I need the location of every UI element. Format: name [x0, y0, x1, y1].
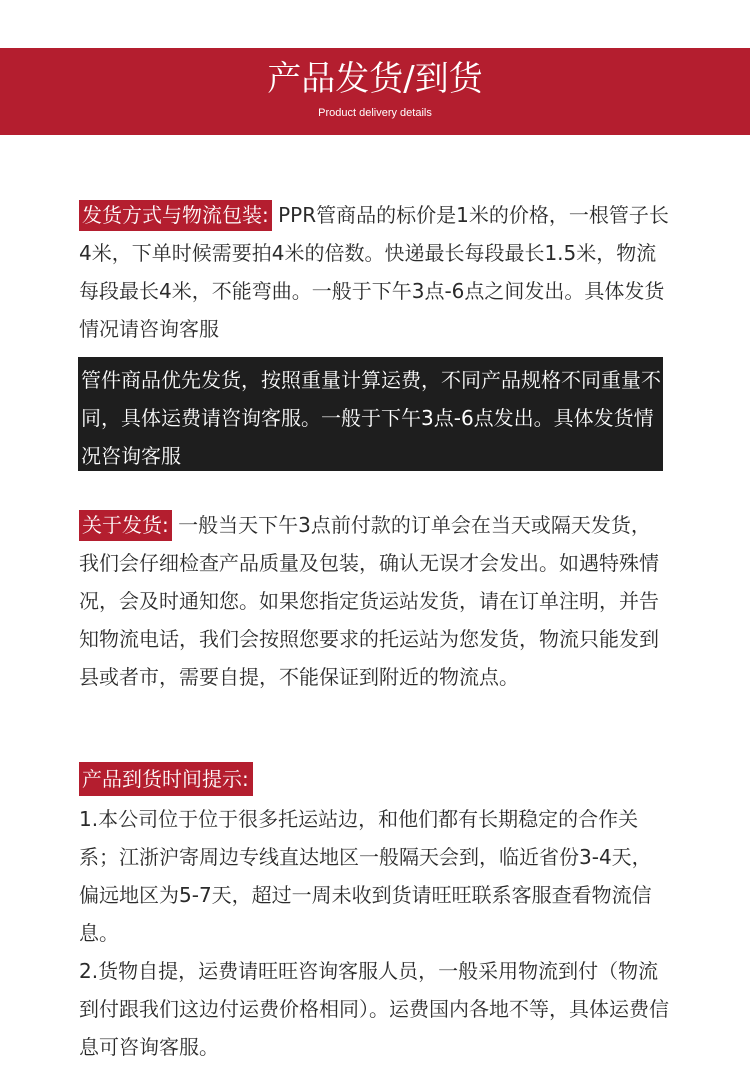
arrival-tip-item-2: 2.货物自提，运费请旺旺咨询客服人员，一般采用物流到付（物流到付跟我们这边付运费价格相同）。运费国内各地不等，具体运费信息可咨询客服。	[79, 959, 669, 1059]
shipping-method-text: PPR管商品的标价是1米的价格，一根管子长4米，下单时候需要拍4米的倍数。快递最长每段最长1.5米，物流每段最长4米，不能弯曲。一般于下午3点-6点之间发出。具体发货情况请咨询客服	[79, 203, 669, 341]
arrival-tips-section	[79, 760, 669, 1066]
shipping-method-label: 发货方式与物流包装:	[79, 200, 272, 231]
arrival-tips-label: 产品到货时间提示:	[79, 762, 253, 796]
shipping-method-section	[79, 196, 669, 348]
page-title: 产品发货/到货	[267, 59, 483, 99]
notice-box	[78, 357, 663, 471]
about-shipping-section	[79, 506, 669, 696]
about-shipping-label: 关于发货:	[79, 510, 172, 541]
about-shipping-text: 一般当天下午3点前付款的订单会在当天或隔天发货，我们会仔细检查产品质量及包装，确认无误才会发出。如遇特殊情况，会及时通知您。如果您指定货运站发货，请在订单注明，并告知物流电话，我们会按照您要求的托运站为您发货，物流只能发到县或者市，需要自提，不能保证到附近的物流点。	[79, 513, 659, 689]
page-subtitle: Product delivery details	[318, 107, 432, 119]
notice-text: 管件商品优先发货，按照重量计算运费，不同产品规格不同重量不同，具体运费请咨询客服。一般于下午3点-6点发出。具体发货情况咨询客服	[81, 368, 661, 468]
header-banner	[0, 48, 750, 135]
arrival-tip-item-1: 1.本公司位于位于很多托运站边，和他们都有长期稳定的合作关系；江浙沪寄周边专线直达地区一般隔天会到，临近省份3-4天，偏远地区为5-7天，超过一周未收到货请旺旺联系客服查看物流信息。	[79, 807, 652, 945]
